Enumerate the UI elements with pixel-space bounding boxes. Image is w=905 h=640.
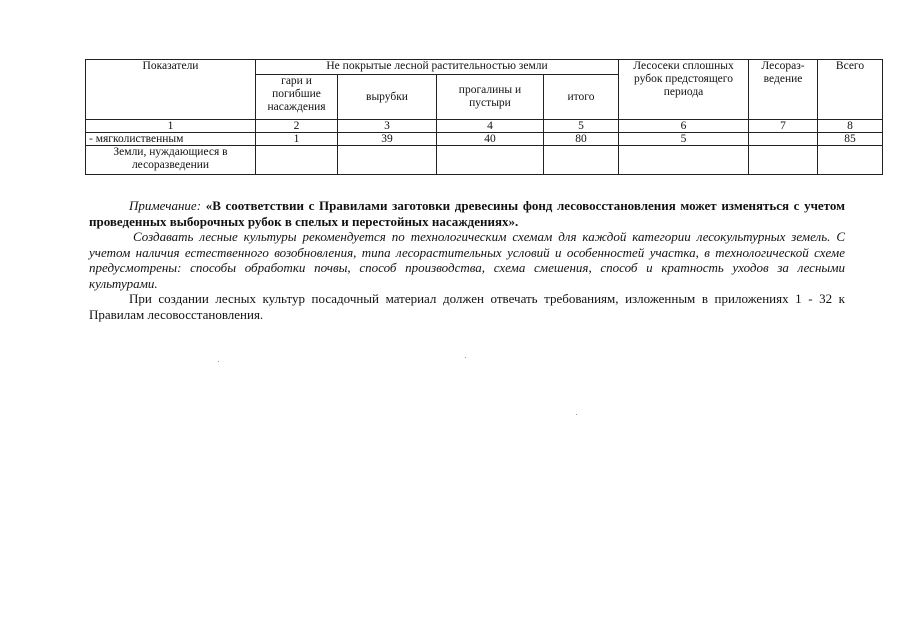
technology-paragraph: Создавать лесные культуры рекомендуется по технологическим схемам для каждой категории лесокультурных земель. С учетом наличия естественного возобновления, типа лесорастительных условий и особенностей участка, в технологической схеме предусмотрены: способы обработки почвы, способ производства, схема смешения, способ и кратность уходов за лесными культурами.	[89, 229, 845, 291]
column-number: 7	[749, 120, 818, 133]
column-number: 1	[86, 120, 256, 133]
table-cell	[619, 146, 749, 175]
table-cell	[437, 146, 544, 175]
column-number: 4	[437, 120, 544, 133]
table-cell: 5	[619, 133, 749, 146]
table-cell: 80	[544, 133, 619, 146]
column-number: 2	[256, 120, 338, 133]
scan-speck	[465, 357, 466, 358]
header-indicators: Показатели	[86, 60, 256, 120]
reforestation-table	[85, 59, 883, 175]
header-reforestation: Лесораз-ведение	[749, 60, 818, 120]
header-total: Всего	[818, 60, 883, 120]
scan-speck	[218, 361, 219, 362]
column-number: 8	[818, 120, 883, 133]
table-cell: 1	[256, 133, 338, 146]
header-cuttings: вырубки	[338, 75, 437, 120]
text-body	[89, 198, 845, 322]
header-burned: гари и погибшие насаждения	[256, 75, 338, 120]
row-label: - мягколиственным	[86, 133, 256, 146]
table-cell: 85	[818, 133, 883, 146]
column-number: 5	[544, 120, 619, 133]
header-glades: прогалины и пустыри	[437, 75, 544, 120]
table-row	[86, 133, 883, 146]
note-label: Примечание:	[129, 198, 202, 213]
table-cell	[749, 146, 818, 175]
table-cell: 39	[338, 133, 437, 146]
table-cell	[818, 146, 883, 175]
table-row	[86, 146, 883, 175]
row-label: Земли, нуждающиеся в лесоразведении	[86, 146, 256, 175]
table-cell: 40	[437, 133, 544, 146]
table-cell	[749, 133, 818, 146]
note-text: «В соответствии с Правилами заготовки древесины фонд лесовосстановления может изменяться с учетом проведенных выборочных рубок в спелых и перестойных насаждениях».	[89, 198, 846, 229]
header-row-1	[86, 60, 883, 75]
column-number: 6	[619, 120, 749, 133]
scan-speck	[576, 414, 577, 415]
table-cell	[544, 146, 619, 175]
table-cell	[256, 146, 338, 175]
header-clearings: Лесосеки сплошных рубок предстоящего периода	[619, 60, 749, 120]
column-numbers-row	[86, 120, 883, 133]
header-not-covered: Не покрытые лесной растительностью земли	[256, 60, 619, 75]
column-number: 3	[338, 120, 437, 133]
planting-material-paragraph: При создании лесных культур посадочный материал должен отвечать требованиям, изложенным в приложениях 1 - 32 к Правилам лесовосстановления.	[89, 291, 845, 322]
note-paragraph	[89, 198, 845, 229]
table-cell	[338, 146, 437, 175]
header-subtotal: итого	[544, 75, 619, 120]
